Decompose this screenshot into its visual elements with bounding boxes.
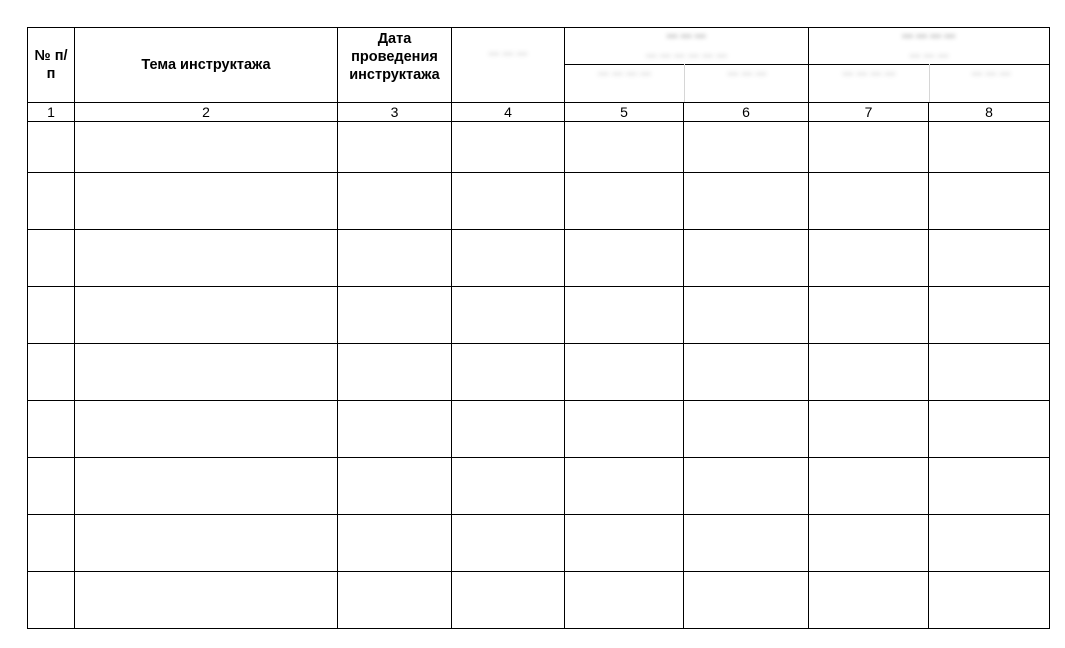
table-cell[interactable] [809, 230, 929, 287]
table-cell[interactable] [565, 515, 684, 572]
table-cell[interactable] [28, 230, 75, 287]
header-topic: Тема инструктажа [75, 28, 338, 103]
table-cell[interactable] [75, 287, 338, 344]
table-cell[interactable] [565, 122, 684, 173]
group-instructor-subtitle: ··· ··· ··· ··· ··· ··· [645, 50, 728, 62]
table-cell[interactable] [809, 173, 929, 230]
group-instructor-split [684, 64, 685, 102]
table-cell[interactable] [28, 173, 75, 230]
table-cell[interactable] [338, 572, 452, 629]
table-row [28, 173, 1050, 230]
table-cell[interactable] [809, 122, 929, 173]
column-number-row [28, 103, 1050, 122]
group-instructor-sub1: ··· ··· ··· ··· [597, 68, 652, 80]
column-number: 8 [929, 103, 1050, 122]
table-cell[interactable] [809, 458, 929, 515]
table-cell[interactable] [684, 173, 809, 230]
table-cell[interactable] [684, 572, 809, 629]
table-cell[interactable] [75, 572, 338, 629]
table-cell[interactable] [684, 458, 809, 515]
table-cell[interactable] [452, 458, 565, 515]
instruction-log-table [27, 27, 1050, 629]
table-cell[interactable] [452, 173, 565, 230]
table-cell[interactable] [929, 344, 1050, 401]
group-trainee-sub1: ··· ··· ··· ··· [842, 68, 896, 80]
column-number: 3 [338, 103, 452, 122]
table-cell[interactable] [75, 458, 338, 515]
table-row [28, 515, 1050, 572]
table-cell[interactable] [75, 230, 338, 287]
column-number: 7 [809, 103, 929, 122]
table-cell[interactable] [452, 515, 565, 572]
table-cell[interactable] [452, 401, 565, 458]
column-number: 4 [452, 103, 565, 122]
table-row [28, 287, 1050, 344]
table-cell[interactable] [929, 572, 1050, 629]
table-cell[interactable] [338, 173, 452, 230]
header-col4-text: ··· ··· ··· [488, 48, 528, 60]
header-col4 [452, 28, 565, 103]
table-cell[interactable] [929, 230, 1050, 287]
table-cell[interactable] [338, 401, 452, 458]
group-trainee-split [929, 64, 930, 102]
table-cell[interactable] [338, 122, 452, 173]
table-cell[interactable] [452, 230, 565, 287]
table-cell[interactable] [565, 572, 684, 629]
table-cell[interactable] [809, 287, 929, 344]
table-cell[interactable] [809, 515, 929, 572]
table-body [28, 122, 1050, 629]
table-cell[interactable] [684, 401, 809, 458]
table-row [28, 344, 1050, 401]
table-cell[interactable] [28, 287, 75, 344]
table-cell[interactable] [75, 173, 338, 230]
table-cell[interactable] [28, 572, 75, 629]
table-cell[interactable] [929, 122, 1050, 173]
table-cell[interactable] [338, 344, 452, 401]
table-cell[interactable] [75, 515, 338, 572]
table-cell[interactable] [75, 122, 338, 173]
table-row [28, 572, 1050, 629]
group-trainee-title: ··· ··· ··· ··· [902, 31, 956, 43]
table-cell[interactable] [565, 458, 684, 515]
group-instructor-sub2: ··· ··· ··· [727, 68, 767, 80]
table-cell[interactable] [684, 515, 809, 572]
header-number: № п/п [28, 28, 75, 103]
table-cell[interactable] [929, 458, 1050, 515]
column-number: 1 [28, 103, 75, 122]
group-trainee-sub2: ··· ··· ··· [971, 68, 1011, 80]
table-cell[interactable] [809, 572, 929, 629]
table-cell[interactable] [452, 287, 565, 344]
table-cell[interactable] [929, 173, 1050, 230]
table-cell[interactable] [929, 401, 1050, 458]
table-cell[interactable] [565, 401, 684, 458]
table-row [28, 230, 1050, 287]
table-cell[interactable] [809, 401, 929, 458]
table-cell[interactable] [452, 572, 565, 629]
header-date: Дата проведения инструктажа [338, 28, 452, 103]
header-row [28, 28, 1050, 103]
table-cell[interactable] [684, 230, 809, 287]
table-cell[interactable] [565, 287, 684, 344]
table-cell[interactable] [929, 287, 1050, 344]
table-cell[interactable] [28, 515, 75, 572]
table-cell[interactable] [809, 344, 929, 401]
group-instructor-divider [565, 64, 808, 65]
table-row [28, 401, 1050, 458]
header-group-trainee [809, 28, 1050, 103]
table-row [28, 458, 1050, 515]
table-cell[interactable] [338, 230, 452, 287]
table-cell[interactable] [452, 122, 565, 173]
group-instructor-title: ··· ··· ··· [666, 31, 707, 43]
table-cell[interactable] [28, 344, 75, 401]
header-group-instructor [565, 28, 809, 103]
table-cell[interactable] [684, 122, 809, 173]
table-cell[interactable] [338, 458, 452, 515]
table-cell[interactable] [75, 401, 338, 458]
column-number: 6 [684, 103, 809, 122]
table-cell[interactable] [338, 515, 452, 572]
table-cell[interactable] [684, 344, 809, 401]
table-cell[interactable] [565, 230, 684, 287]
table-row [28, 122, 1050, 173]
table-cell[interactable] [929, 515, 1050, 572]
table-cell[interactable] [28, 122, 75, 173]
table-cell[interactable] [452, 344, 565, 401]
group-trainee-subtitle: ··· ··· ··· [909, 50, 949, 62]
table-cell[interactable] [684, 287, 809, 344]
column-number: 5 [565, 103, 684, 122]
column-number: 2 [75, 103, 338, 122]
table-cell[interactable] [75, 344, 338, 401]
table-cell[interactable] [565, 173, 684, 230]
table-cell[interactable] [28, 458, 75, 515]
table-cell[interactable] [565, 344, 684, 401]
table-cell[interactable] [338, 287, 452, 344]
table-cell[interactable] [28, 401, 75, 458]
